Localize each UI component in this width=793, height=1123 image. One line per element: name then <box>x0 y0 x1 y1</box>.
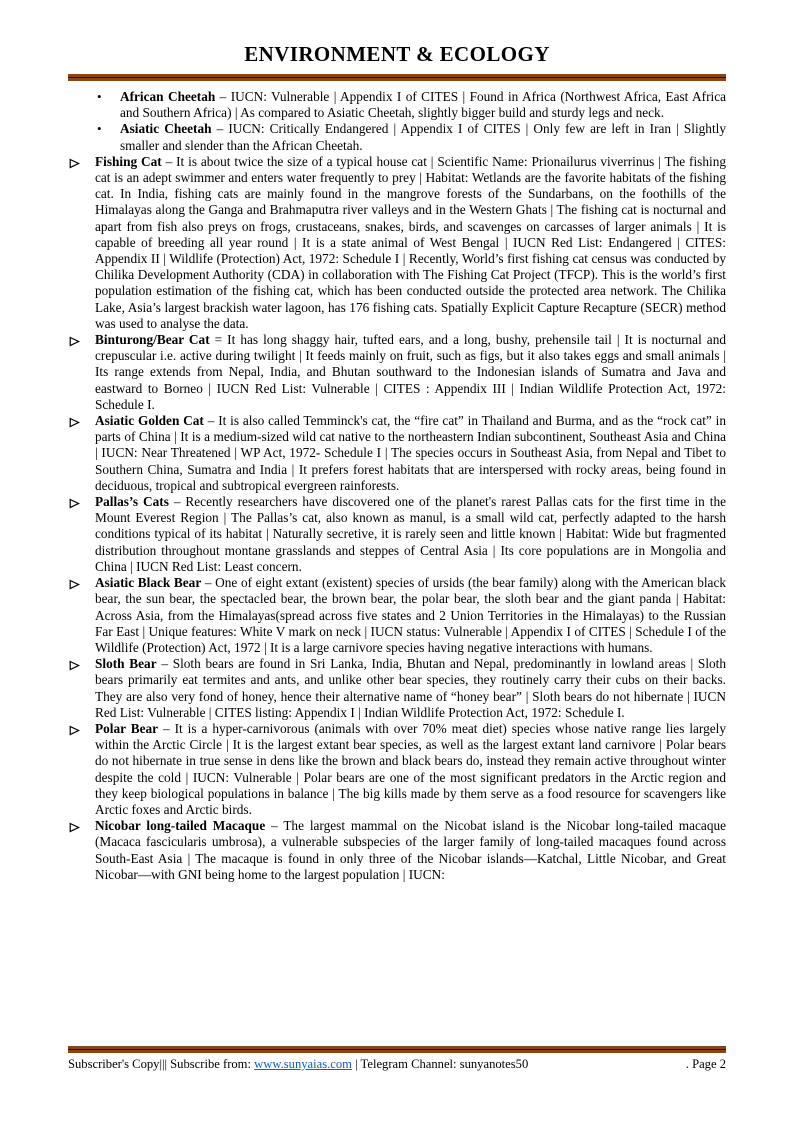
item-body: – One of eight extant (existent) species of ursids (the bear family) along with the American black bear, the sun bear, the spectacled bear, the brown bear, the polar bear, the sloth bear and the giant panda | Habitat: Across Asia, from the Himalayas(spread across five states and 2 Union Territories in the Himalayas) to the Russian Far East | Unique features: White V mark on neck | IUCN status: Vulnerable | Appendix I of CITES | Schedule I of the Wildlife (Protection) Act, 1972 | It is a large carnivore species having negative interactions with humans. <box>95 575 727 655</box>
item-text <box>95 721 726 818</box>
footer-rule <box>68 1046 726 1053</box>
bullet-icon: • <box>97 89 102 104</box>
arrow-bullet-icon <box>69 578 80 594</box>
item-term: Asiatic Black Bear <box>95 575 202 591</box>
list-item <box>68 721 726 818</box>
item-text <box>95 575 726 656</box>
item-body: – IUCN: Critically Endangered | Appendix I of CITES | Only few are left in Iran | Slightly smaller and slender than the African Cheetah. <box>120 121 726 153</box>
item-text <box>95 154 726 332</box>
list-item <box>68 494 726 575</box>
item-term: Fishing Cat <box>95 153 162 169</box>
bullet-icon: • <box>97 121 102 137</box>
list-item <box>68 413 726 494</box>
footer-left-prefix: Subscriber's Copy||| Subscribe from: <box>68 1057 255 1071</box>
arrow-bullet-icon <box>69 416 80 432</box>
arrow-bullet-icon <box>69 724 80 740</box>
item-body: – It is about twice the size of a typical house cat | Scientific Name: Prionailurus viverrinus | The fishing cat is an adept swimmer and enters water frequently to prey | Habitat: Wetlands are the favorite habitats of the fishing cat. In India, fishing cats are mainly found in the mangrove forests of the Sundarbans, on the foothills of the Himalayas along the Ganga and Brahmaputra river valleys and in the Western Ghats | The fishing cat is nocturnal and apart from fish also preys on frogs, crustaceans, snakes, birds, and scavenges on carcasses of larger animals | It is capable of breeding all year round | It is a state animal of West Bengal | IUCN Red List: Endangered | CITES: Appendix II | Wildlife (Protection) Act, 1972: Schedule I | Recently, World’s first fishing cat census was conducted by Chilika Development Authority (CDA) in collaboration with The Fishing Cat Project (TFCP). This is the world’s first population estimation of the fishing cat, which has been conducted outside the protected area network. The Chilika Lake, Asia’s largest brackish water lagoon, has 176 fishing cats. Spatially Explicit Capture Recapture (SECR) method was used to analyse the data. <box>95 153 726 331</box>
list-item <box>68 154 726 332</box>
page-number: . Page 2 <box>685 1057 726 1071</box>
list-item <box>68 818 726 883</box>
list-item <box>68 656 726 721</box>
arrow-bullet-icon <box>69 335 80 351</box>
list-item <box>68 89 726 121</box>
page-title: ENVIRONMENT & ECOLOGY <box>244 42 550 66</box>
footer-left <box>68 1057 528 1072</box>
header-rule <box>68 74 726 81</box>
item-term: Asiatic Cheetah <box>120 121 212 137</box>
page-footer <box>68 1046 726 1072</box>
item-text <box>95 494 726 575</box>
item-body: – Sloth bears are found in Sri Lanka, India, Bhutan and Nepal, predominantly in lowland areas | Sloth bears primarily eat termites and ants, and unlike other bear species, they routinely carry their cubs on their backs. They are also very fond of honey, hence their alternative name of “honey bear” | Sloth bears do not hibernate | IUCN Red List: Vulnerable | CITES listing: Appendix I | Indian Wildlife Protection Act, 1972: Schedule I. <box>95 656 727 720</box>
item-body: – The largest mammal on the Nicobat island is the Nicobar long-tailed macaque (Macaca fascicularis umbrosa), a vulnerable subspecies of the larger family of long-tailed macaques found across South-East Asia | The macaque is found in only three of the Nicobar islands—Katchal, Little Nicobar, and Great Nicobar—with GNI being home to the largest population | IUCN: <box>95 818 727 882</box>
subscribe-link[interactable]: www.sunyaias.com <box>254 1057 352 1071</box>
arrow-bullet-icon <box>69 659 80 675</box>
item-term: Nicobar long-tailed Macaque <box>95 818 266 834</box>
list-item <box>68 121 726 153</box>
arrow-bullet-icon <box>69 157 80 173</box>
item-body: = It has long shaggy hair, tufted ears, and a long, bushy, prehensile tail | It is nocturnal and crepuscular i.e. active during twilight | It feeds mainly on fruit, such as figs, but it also takes eggs and small animals | Its range extends from Nepal, India, and Bhutan southward to the Indonesian islands of Sumatra and Java and eastward to Borneo | IUCN Red List: Vulnerable | CITES : Appendix III | Indian Wildlife Protection Act, 1972: Schedule I. <box>95 332 726 412</box>
item-text <box>120 89 726 121</box>
footer-text-row <box>68 1057 726 1072</box>
item-term: Sloth Bear <box>95 656 157 672</box>
item-text <box>95 818 726 883</box>
item-body: – Recently researchers have discovered one of the planet's rarest Pallas cats for the first time in the Mount Everest Region | The Pallas’s cat, also known as manul, is a small wild cat, perfectly adapted to the harsh conditions typical of its habitat | Naturally secretive, it is rarely seen and little known | Habitat: Wide but fragmented distribution throughout montane grasslands and steppes of Central Asia | Its core populations are in Mongolia and China | IUCN Red List: Least concern. <box>95 494 726 574</box>
notes-list <box>68 89 726 883</box>
item-term: Polar Bear <box>95 720 159 736</box>
arrow-bullet-icon <box>69 497 80 513</box>
list-item <box>68 575 726 656</box>
item-body: – It is also called Temminck's cat, the “fire cat” in Thailand and Burma, and as the “rock cat” in parts of China | It is a medium-sized wild cat native to the northeastern Indian subcontinent, Southeast Asia and China | IUCN: Near Threatened | WP Act, 1972- Schedule I | The species occurs in Southeast Asia, from Nepal and Tibet to Southern China, Sumatra and India | It prefers forest habitats that are interspersed with rocky areas, being found in deciduous, tropical and subtropical evergreen rainforests. <box>95 413 727 493</box>
item-body: – It is a hyper-carnivorous (animals with over 70% meat diet) species whose native range lies largely within the Arctic Circle | It is the largest extant bear species, as well as the largest extant land carnivore | Polar bears do not hibernate in true sense in dens like the brown and black bears do, instead they remain active throughout winter despite the cold | IUCN: Vulnerable | Polar bears are one of the most significant predators in the Arctic region and they keep biological populations in balance | The big kills made by them serve as a food resource for scavengers like Arctic foxes and Arctic birds. <box>95 720 727 817</box>
list-item <box>68 332 726 413</box>
item-term: Asiatic Golden Cat <box>95 413 204 429</box>
item-term: Pallas’s Cats <box>95 494 169 510</box>
item-term: Binturong/Bear Cat <box>95 332 210 348</box>
item-text <box>95 656 726 721</box>
item-text <box>95 413 726 494</box>
arrow-bullet-icon <box>69 821 80 837</box>
item-term: African Cheetah <box>120 89 216 104</box>
item-text <box>120 121 726 153</box>
item-body: – IUCN: Vulnerable | Appendix I of CITES | Found in Africa (Northwest Africa, East Africa and Southern Africa) | As compared to Asiatic Cheetah, slightly bigger build and sturdy legs and neck. <box>120 89 726 121</box>
item-text <box>95 332 726 413</box>
footer-left-suffix: | Telegram Channel: sunyanotes50 <box>351 1057 529 1071</box>
